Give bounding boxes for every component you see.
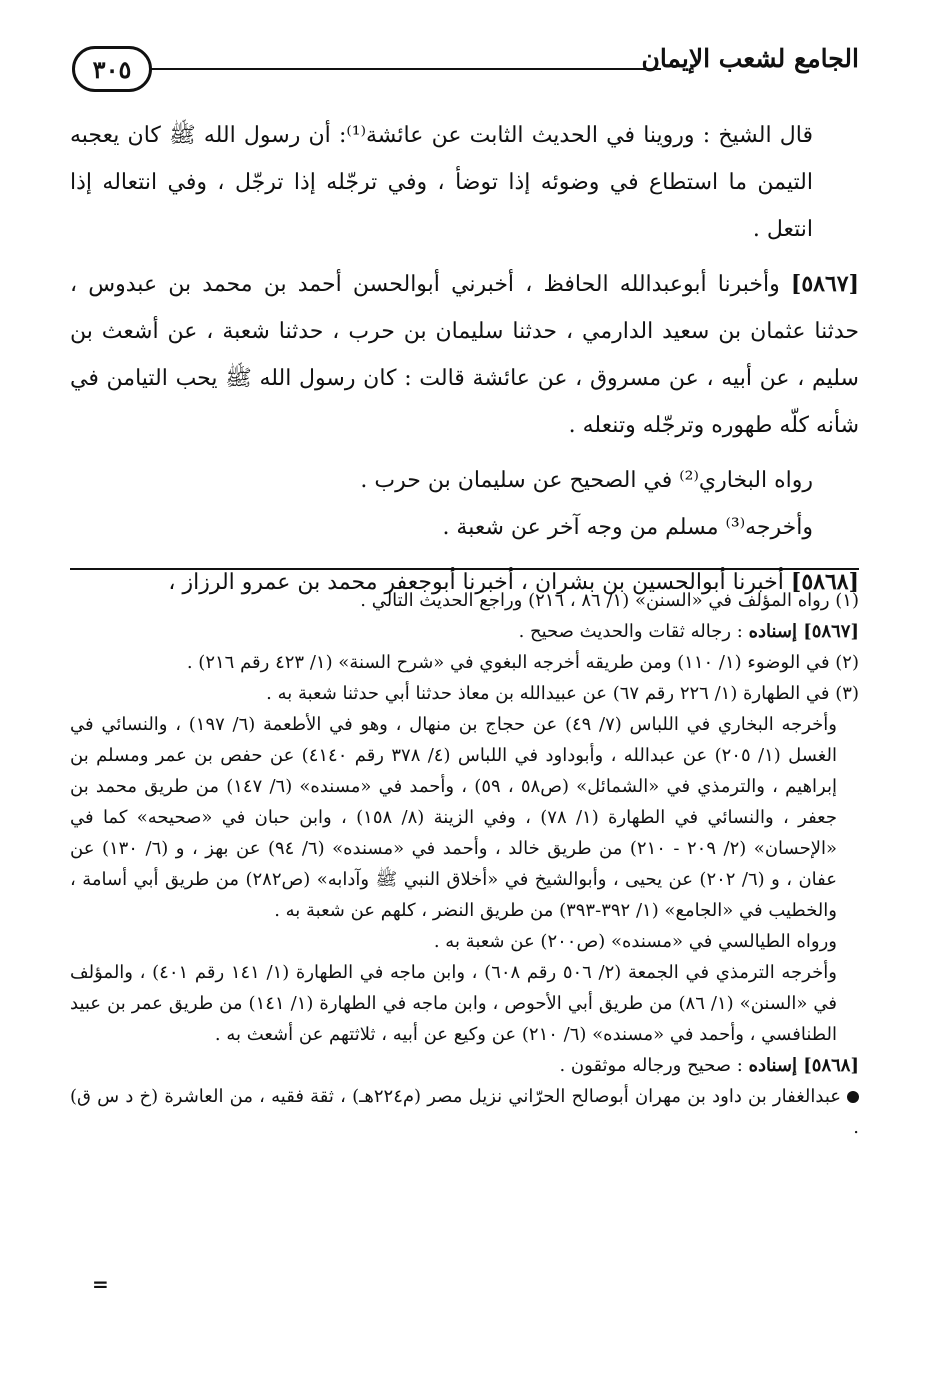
hadith-number: [٥٨٦٧] [790, 271, 859, 297]
narrator-text: عبدالغفار بن داود بن مهران أبوصالح الحرّاني نزيل مصر (م٢٢٤هـ) ، ثقة فقيه ، من العاشرة (خ د س ق) . [70, 1086, 859, 1138]
hadith-text: وأخبرنا أبوعبدالله الحافظ ، أخبرني أبوالحسن أحمد بن محمد بن عبدوس ، حدثنا عثمان بن سعيد الدارمي ، حدثنا سليمان بن حرب ، حدثنا شعبة ، عن أشعث بن سليم ، عن أبيه ، عن مسروق ، عن عائشة قالت : كان رسول الله ﷺ يحب التيامن في شأنه كلّه طهوره وترجّله وتنعله . [70, 272, 859, 438]
intro-paragraph: قال الشيخ : وروينا في الحديث الثابت عن عائشة⁽¹⁾: أن رسول الله ﷺ كان يعجبه التيمن ما استطاع في وضوئه إذا توضأ ، وفي ترجّله إذا ترجّل ، وفي انتعاله إذا انتعل . [70, 123, 814, 242]
page-number: ٣٠٥ [72, 46, 152, 92]
footnote: (٣) في الطهارة (١/ ٢٢٦ رقم ٦٧) عن عبيدالله بن معاذ حدثنا أبي حدثنا شعبة به . [266, 683, 859, 704]
continuation-mark: = [92, 1272, 109, 1296]
footnote-label: [٥٨٦٧] إسناده [748, 621, 859, 642]
bullet-icon [847, 1091, 859, 1103]
hadith-5867 [70, 261, 859, 449]
header-rule [150, 68, 661, 70]
hadith-number: [٥٨٦٨] [790, 569, 859, 595]
running-title: الجامع لشعب الإيمان [641, 44, 859, 73]
footnote [70, 616, 859, 647]
footnote-continuation: وأخرجه البخاري في اللباس (٧/ ٤٩) عن حجاج بن منهال ، وهو في الأطعمة (٦/ ١٩٧) ، والنسائي في الغسل (١/ ٢٠٥) عن عبدالله ، وأبوداود في اللباس (٤/ ٣٧٨ رقم ٤١٤٠) عن حفص بن عمر ومسلم بن إبراهيم ، والترمذي في «الشمائل» (ص٥٨ ، ٥٩) ، وأحمد في «مسنده» (٦/ ١٤٧) من طريق محمد بن جعفر ، والنسائي في الطهارة (١/ ٧٨) ، وفي الزينة (٨/ ١٥٨) ، وابن حبان في «صحيحه» كما في «الإحسان» (٢/ ٢٠٩ - ٢١٠) من طريق خالد ، وأحمد في «مسنده» (٦/ ٩٤) عن بهز ، و (٦/ ١٣٠) عن عفان ، و (٦/ ٢٠٢) عن يحيى ، وأبوالشيخ في «أخلاق النبي ﷺ وآدابه» (ص٢٨٢) من طريق أبي أسامة ، والخطيب في «الجامع» (١/ ٣٩٢-٣٩٣) من طريق النضر ، كلهم عن شعبة به . [70, 714, 838, 921]
footnote-label: [٥٨٦٨] إسناده [748, 1055, 859, 1076]
footnote: (١) رواه المؤلف في «السنن» (١/ ٨٦ ، ٢١٦) وراجع الحديث التالي . [360, 590, 859, 611]
narrator-note [70, 1081, 859, 1143]
footnotes [70, 585, 859, 1143]
footnote-continuation: ورواه الطيالسي في «مسنده» (ص٢٠٠) عن شعبة به . [433, 931, 837, 952]
main-text [70, 112, 859, 606]
narration-line: وأخرجه⁽³⁾ مسلم من وجه آخر عن شعبة . [442, 515, 813, 540]
hadith-text: أخبرنا أبوالحسين بن بشران ، أخبرنا أبوجعفر محمد بن عمرو الرزاز ، [168, 570, 791, 595]
footnote-divider [70, 568, 859, 570]
footnote-continuation: وأخرجه الترمذي في الجمعة (٢/ ٥٠٦ رقم ٦٠٨) ، وابن ماجه في الطهارة (١/ ١٤١ رقم ٤٠١) ، والمؤلف في «السنن» (١/ ٨٦) من طريق أبي الأحوص ، وابن ماجه في الطهارة (١/ ١٤١) من طريق عمر بن عبيد الطنافسي ، وأحمد في «مسنده» (٦/ ٢١٠) عن وكيع عن أبيه ، ثلاثتهم عن أشعث به . [70, 962, 838, 1045]
footnote: (٢) في الوضوء (١/ ١١٠) ومن طريقه أخرجه البغوي في «شرح السنة» (١/ ٤٢٣ رقم ٢١٦) . [186, 652, 859, 673]
footnote-text: : رجاله ثقات والحديث صحيح . [518, 621, 743, 642]
footnote [70, 1050, 859, 1081]
narration-line: رواه البخاري⁽²⁾ في الصحيح عن سليمان بن حرب . [360, 468, 813, 493]
footnote-text: : صحيح ورجاله موثقون . [559, 1055, 743, 1076]
